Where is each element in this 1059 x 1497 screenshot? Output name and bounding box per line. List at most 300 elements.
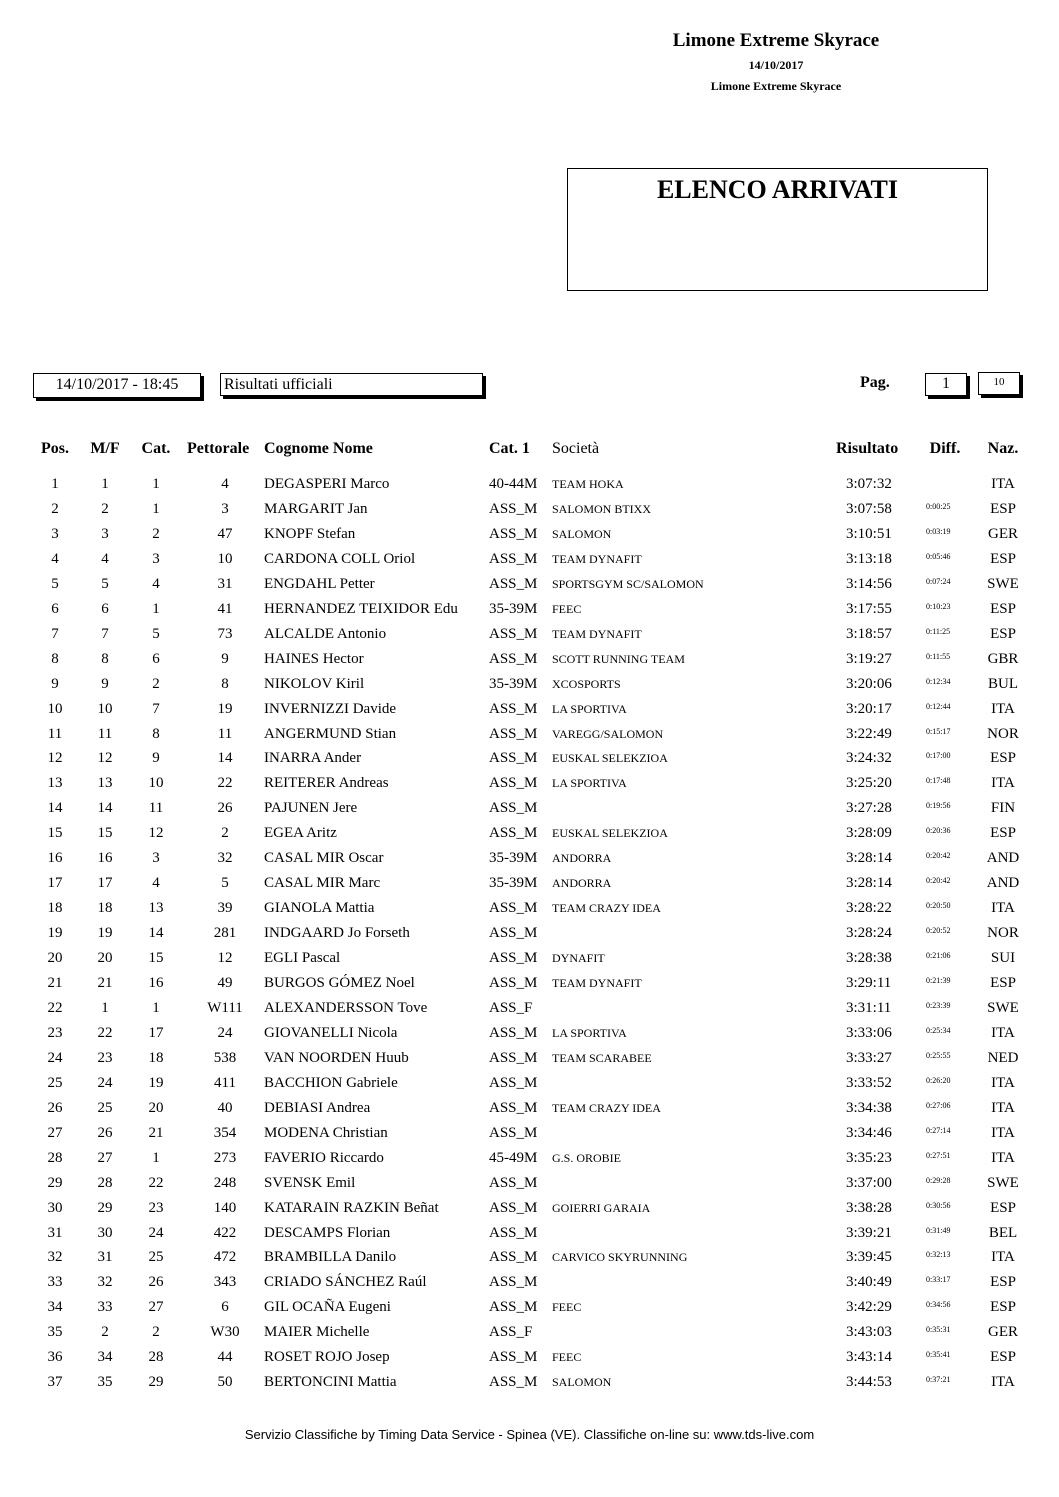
cell-mf: 33 <box>97 1299 113 1316</box>
cell-nat: SUI <box>990 950 1016 967</box>
cell-bib: 2 <box>221 825 229 842</box>
cell-pos: 8 <box>51 650 59 667</box>
table-row <box>0 624 1059 649</box>
table-row <box>0 1048 1059 1073</box>
cell-cat1: ASS_M <box>489 800 538 817</box>
cell-cat1: ASS_M <box>489 500 538 517</box>
cell-nat: BUL <box>988 675 1018 692</box>
cell-cat: 1 <box>152 600 160 617</box>
cell-diff: 0:11:55 <box>926 651 951 661</box>
cell-bib: 39 <box>217 900 233 917</box>
cell-bib: 44 <box>217 1349 233 1366</box>
cell-pos: 26 <box>47 1099 63 1116</box>
cell-diff: 0:20:36 <box>926 826 951 836</box>
cell-bib: 47 <box>217 525 233 542</box>
cell-bib: 4 <box>221 476 229 492</box>
cell-result: 3:07:58 <box>846 500 892 517</box>
table-row <box>0 499 1059 524</box>
cell-diff: 0:34:56 <box>926 1300 951 1310</box>
cell-pos: 36 <box>47 1349 63 1366</box>
cell-pos: 29 <box>47 1174 63 1191</box>
cell-mf: 14 <box>97 800 113 817</box>
cell-cat: 25 <box>148 1249 164 1266</box>
cell-bib: W30 <box>210 1324 240 1341</box>
table-row <box>0 1148 1059 1173</box>
cell-cat: 14 <box>148 925 164 942</box>
cell-name: NIKOLOV Kiril <box>264 675 365 692</box>
cell-result: 3:28:09 <box>846 825 892 842</box>
cell-bib: 41 <box>217 600 233 617</box>
cell-result: 3:28:22 <box>846 900 892 917</box>
cell-pos: 3 <box>51 525 59 542</box>
cell-mf: 27 <box>97 1149 113 1166</box>
cell-result: 3:33:27 <box>846 1049 892 1066</box>
cell-nat: GBR <box>987 650 1019 667</box>
cell-bib: 281 <box>213 925 237 942</box>
cell-cat: 6 <box>152 650 160 667</box>
cell-pos: 2 <box>51 500 59 517</box>
cell-nat: BEL <box>988 1224 1018 1241</box>
cell-pos: 34 <box>47 1299 63 1316</box>
cell-mf: 32 <box>97 1274 113 1291</box>
cell-club: SALOMON <box>552 526 612 541</box>
cell-nat: ITA <box>991 1074 1015 1091</box>
cell-result: 3:27:28 <box>846 800 892 817</box>
cell-name: INDGAARD Jo Forseth <box>264 925 410 942</box>
cell-club: ANDORRA <box>552 851 612 866</box>
cell-result: 3:20:17 <box>846 700 892 717</box>
cell-cat1: ASS_M <box>489 625 538 642</box>
cell-nat: ESP <box>990 1274 1016 1291</box>
table-row <box>0 923 1059 948</box>
cell-mf: 18 <box>97 900 113 917</box>
cell-mf: 24 <box>97 1074 113 1091</box>
cell-name: ENGDAHL Petter <box>264 575 375 592</box>
cell-nat: ESP <box>990 975 1016 991</box>
table-row <box>0 998 1059 1023</box>
cell-bib: 9 <box>221 650 229 667</box>
table-row <box>0 973 1059 998</box>
table-row <box>0 1322 1059 1347</box>
cell-bib: 12 <box>217 950 233 967</box>
cell-cat: 1 <box>152 999 160 1016</box>
cell-club: VAREGG/SALOMON <box>552 726 664 741</box>
table-row <box>0 1223 1059 1248</box>
cell-diff: 0:17:00 <box>926 751 951 761</box>
cell-name: HERNANDEZ TEIXIDOR Edu <box>264 600 458 617</box>
cell-result: 3:20:06 <box>846 675 892 692</box>
header-cat1: Cat. 1 <box>489 440 530 457</box>
cell-club: EUSKAL SELEKZIOA <box>552 826 668 841</box>
cell-cat1: ASS_M <box>489 650 538 667</box>
cell-diff: 0:32:13 <box>926 1250 951 1260</box>
cell-bib: 24 <box>217 1024 233 1041</box>
cell-club: TEAM HOKA <box>552 477 624 491</box>
table-row <box>0 1073 1059 1098</box>
cell-diff: 0:29:28 <box>926 1175 951 1185</box>
cell-name: INARRA Ander <box>264 750 362 767</box>
cell-cat1: 35-39M <box>489 850 538 867</box>
cell-cat: 20 <box>148 1099 164 1116</box>
table-row <box>0 649 1059 674</box>
cell-result: 3:28:24 <box>846 925 892 942</box>
table-row <box>0 1023 1059 1048</box>
cell-bib: 10 <box>217 550 233 567</box>
cell-diff: 0:27:14 <box>926 1125 951 1135</box>
cell-mf: 31 <box>97 1249 113 1266</box>
cell-cat1: 45-49M <box>489 1149 538 1166</box>
table-row <box>0 898 1059 923</box>
cell-result: 3:28:14 <box>846 875 892 892</box>
cell-result: 3:34:46 <box>846 1124 892 1141</box>
table-row <box>0 699 1059 724</box>
cell-name: CASAL MIR Marc <box>264 875 381 892</box>
table-row <box>0 1347 1059 1372</box>
cell-mf: 2 <box>101 1324 109 1341</box>
cell-bib: 40 <box>217 1099 233 1116</box>
cell-diff: 0:25:34 <box>926 1025 951 1035</box>
table-row <box>0 748 1059 773</box>
cell-cat1: ASS_M <box>489 1274 538 1291</box>
cell-pos: 10 <box>47 700 63 717</box>
cell-cat1: 35-39M <box>489 875 538 892</box>
cell-name: FAVERIO Riccardo <box>264 1149 384 1166</box>
cell-bib: 411 <box>214 1074 236 1091</box>
cell-result: 3:33:06 <box>846 1024 892 1041</box>
cell-mf: 20 <box>97 950 113 967</box>
cell-cat: 3 <box>152 550 160 567</box>
cell-pos: 30 <box>47 1199 63 1216</box>
cell-diff: 0:26:20 <box>926 1075 951 1085</box>
cell-club: TEAM SCARABEE <box>552 1050 652 1065</box>
cell-cat1: ASS_M <box>489 900 538 917</box>
cell-name: DEBIASI Andrea <box>264 1099 371 1116</box>
cell-cat1: ASS_M <box>489 700 538 717</box>
table-row <box>0 599 1059 624</box>
cell-mf: 34 <box>97 1349 113 1366</box>
cell-nat: NED <box>987 1049 1019 1066</box>
cell-result: 3:35:23 <box>846 1149 892 1166</box>
cell-nat: ITA <box>991 775 1015 792</box>
cell-mf: 15 <box>97 825 113 842</box>
cell-result: 3:13:18 <box>846 550 892 567</box>
cell-mf: 1 <box>101 476 109 492</box>
cell-pos: 23 <box>47 1024 63 1041</box>
cell-diff: 0:07:24 <box>926 576 951 586</box>
cell-pos: 19 <box>47 925 63 942</box>
cell-cat: 10 <box>148 775 164 792</box>
table-row <box>0 724 1059 749</box>
cell-diff: 0:21:06 <box>926 951 951 961</box>
cell-pos: 20 <box>47 950 63 967</box>
cell-club: LA SPORTIVA <box>552 701 627 716</box>
document-title: ELENCO ARRIVATI <box>656 175 899 204</box>
cell-mf: 3 <box>101 525 109 542</box>
cell-name: ALEXANDERSSON Tove <box>264 999 428 1016</box>
cell-result: 3:43:14 <box>846 1349 892 1366</box>
cell-name: DEGASPERI Marco <box>264 476 390 492</box>
cell-bib: 49 <box>217 975 233 991</box>
table-row <box>0 848 1059 873</box>
cell-cat: 3 <box>152 850 160 867</box>
cell-result: 3:14:56 <box>846 575 892 592</box>
event-date: 14/10/2017 <box>748 58 804 72</box>
cell-nat: SWE <box>987 1174 1019 1191</box>
table-row <box>0 773 1059 798</box>
cell-pos: 11 <box>47 725 63 742</box>
cell-nat: ESP <box>990 825 1016 842</box>
cell-club: TEAM CRAZY IDEA <box>552 901 661 916</box>
cell-cat: 13 <box>148 900 164 917</box>
cell-result: 3:44:53 <box>846 1374 892 1391</box>
cell-cat: 23 <box>148 1199 164 1216</box>
cell-name: BERTONCINI Mattia <box>264 1374 397 1391</box>
cell-result: 3:10:51 <box>846 525 892 542</box>
cell-cat1: ASS_M <box>489 1249 538 1266</box>
cell-club: FEEC <box>552 601 582 616</box>
cell-pos: 4 <box>51 550 59 567</box>
cell-mf: 11 <box>97 725 113 742</box>
cell-name: ALCALDE Antonio <box>264 625 387 642</box>
cell-club: ANDORRA <box>552 876 612 891</box>
cell-diff: 0:27:06 <box>926 1100 951 1110</box>
header-cat: Cat. <box>141 440 171 457</box>
cell-nat: ITA <box>991 476 1015 492</box>
cell-result: 3:24:32 <box>846 750 892 767</box>
cell-cat: 1 <box>152 476 160 492</box>
cell-cat: 15 <box>148 950 164 967</box>
cell-nat: ESP <box>990 500 1016 517</box>
cell-nat: NOR <box>987 925 1019 942</box>
cell-name: INVERNIZZI Davide <box>264 700 397 717</box>
cell-cat1: 35-39M <box>489 675 538 692</box>
cell-mf: 22 <box>97 1024 113 1041</box>
cell-name: REITERER Andreas <box>264 775 389 792</box>
cell-bib: 354 <box>213 1124 237 1141</box>
cell-name: EGEA Aritz <box>264 825 337 842</box>
table-row <box>0 1272 1059 1297</box>
cell-diff: 0:25:55 <box>926 1050 951 1060</box>
cell-mf: 7 <box>101 625 109 642</box>
cell-name: HAINES Hector <box>264 650 364 667</box>
header-club: Società <box>552 440 600 457</box>
cell-cat: 2 <box>152 675 160 692</box>
cell-name: ANGERMUND Stian <box>264 725 397 742</box>
cell-name: CARDONA COLL Oriol <box>264 550 416 567</box>
cell-nat: ESP <box>990 600 1016 617</box>
cell-bib: 50 <box>217 1374 233 1391</box>
cell-cat1: ASS_M <box>489 725 538 742</box>
cell-cat1: ASS_M <box>489 925 538 942</box>
cell-nat: ITA <box>991 1149 1015 1166</box>
cell-diff: 0:21:39 <box>926 976 951 985</box>
cell-mf: 9 <box>101 675 109 692</box>
cell-nat: GER <box>988 525 1018 542</box>
cell-pos: 18 <box>47 900 63 917</box>
cell-bib: 422 <box>213 1224 237 1241</box>
cell-nat: ITA <box>991 900 1015 917</box>
cell-result: 3:39:21 <box>846 1224 892 1241</box>
cell-cat1: ASS_M <box>489 1349 538 1366</box>
cell-mf: 28 <box>97 1174 113 1191</box>
cell-mf: 29 <box>97 1199 113 1216</box>
cell-nat: AND <box>986 850 1020 867</box>
cell-name: BACCHION Gabriele <box>264 1074 398 1091</box>
cell-name: ROSET ROJO Josep <box>264 1349 390 1366</box>
cell-mf: 30 <box>97 1224 113 1241</box>
cell-club: LA SPORTIVA <box>552 1025 627 1040</box>
cell-bib: 6 <box>221 1299 229 1316</box>
cell-result: 3:25:20 <box>846 775 892 792</box>
cell-name: CRIADO SÁNCHEZ Raúl <box>264 1274 427 1291</box>
cell-mf: 21 <box>97 975 113 991</box>
cell-cat: 28 <box>148 1349 164 1366</box>
table-row <box>0 1198 1059 1223</box>
cell-diff: 0:05:46 <box>926 551 951 561</box>
cell-cat1: ASS_M <box>489 1124 538 1141</box>
footer: Servizio Classifiche by Timing Data Service - Spinea (VE). Classifiche on-line su: www.tds-live.com <box>244 1427 815 1442</box>
cell-mf: 2 <box>101 500 109 517</box>
cell-club: GOIERRI GARAIA <box>552 1200 651 1215</box>
cell-name: GIOVANELLI Nicola <box>264 1024 398 1041</box>
cell-name: GIL OCAÑA Eugeni <box>264 1299 391 1316</box>
cell-name: MARGARIT Jan <box>264 500 368 517</box>
cell-result: 3:39:45 <box>846 1249 892 1266</box>
cell-pos: 5 <box>51 575 59 592</box>
cell-club: TEAM CRAZY IDEA <box>552 1100 661 1115</box>
cell-nat: SWE <box>987 999 1019 1016</box>
table-row <box>0 1173 1059 1198</box>
cell-cat: 2 <box>152 1324 160 1341</box>
page-total: 10 <box>978 372 1020 395</box>
cell-result: 3:17:55 <box>846 600 892 617</box>
cell-club: TEAM DYNAFIT <box>552 976 642 990</box>
cell-club: SPORTSGYM SC/SALOMON <box>552 576 704 591</box>
cell-pos: 13 <box>47 775 63 792</box>
cell-cat: 27 <box>148 1299 164 1316</box>
cell-diff: 0:10:23 <box>926 601 951 611</box>
cell-pos: 27 <box>47 1124 63 1141</box>
cell-pos: 9 <box>51 675 59 692</box>
cell-bib: 3 <box>221 500 229 517</box>
cell-result: 3:28:14 <box>846 850 892 867</box>
cell-cat1: ASS_M <box>489 1024 538 1041</box>
cell-club: SALOMON <box>552 1375 612 1390</box>
cell-cat1: ASS_M <box>489 1074 538 1091</box>
cell-bib: 273 <box>213 1149 237 1166</box>
cell-pos: 15 <box>47 825 63 842</box>
table-row <box>0 1247 1059 1272</box>
cell-cat: 8 <box>152 725 160 742</box>
cell-cat: 16 <box>148 975 164 991</box>
cell-nat: NOR <box>987 725 1019 742</box>
cell-nat: ESP <box>990 1299 1016 1316</box>
cell-name: PAJUNEN Jere <box>264 800 358 817</box>
cell-nat: ITA <box>991 1099 1015 1116</box>
cell-nat: ITA <box>991 700 1015 717</box>
cell-result: 3:37:00 <box>846 1174 892 1191</box>
cell-bib: 8 <box>221 675 229 692</box>
cell-nat: SWE <box>987 575 1019 592</box>
cell-bib: 343 <box>213 1274 237 1291</box>
cell-cat: 12 <box>148 825 164 842</box>
cell-name: VAN NOORDEN Huub <box>264 1049 409 1066</box>
cell-bib: 472 <box>213 1249 237 1266</box>
cell-result: 3:42:29 <box>846 1299 892 1316</box>
cell-nat: ITA <box>991 1124 1015 1141</box>
cell-cat: 4 <box>152 875 160 892</box>
cell-diff: 0:20:42 <box>926 876 951 886</box>
cell-mf: 1 <box>101 999 109 1016</box>
cell-pos: 24 <box>47 1049 63 1066</box>
cell-diff: 0:20:50 <box>926 901 951 911</box>
cell-club: SALOMON BTIXX <box>552 501 651 516</box>
cell-diff: 0:17:48 <box>926 776 951 786</box>
cell-cat: 26 <box>148 1274 164 1291</box>
cell-club: EUSKAL SELEKZIOA <box>552 751 668 766</box>
cell-result: 3:29:11 <box>846 975 892 991</box>
cell-nat: GER <box>988 1324 1018 1341</box>
cell-pos: 12 <box>47 750 63 767</box>
cell-mf: 26 <box>97 1124 113 1141</box>
cell-result: 3:19:27 <box>846 650 892 667</box>
cell-pos: 32 <box>47 1249 63 1266</box>
cell-club: FEEC <box>552 1300 582 1315</box>
cell-cat: 2 <box>152 525 160 542</box>
header-mf: M/F <box>90 440 120 457</box>
event-subtitle: Limone Extreme Skyrace <box>710 79 842 93</box>
cell-name: MAIER Michelle <box>264 1324 370 1341</box>
cell-mf: 12 <box>97 750 113 767</box>
table-row <box>0 798 1059 823</box>
cell-result: 3:34:38 <box>846 1099 892 1116</box>
cell-pos: 31 <box>47 1224 63 1241</box>
cell-club: SCOTT RUNNING TEAM <box>552 651 685 666</box>
cell-cat1: ASS_M <box>489 1174 538 1191</box>
title-box <box>567 168 988 291</box>
cell-pos: 17 <box>47 875 63 892</box>
table-row <box>0 1123 1059 1148</box>
cell-mf: 8 <box>101 650 109 667</box>
header-pos: Pos. <box>41 440 69 457</box>
cell-cat: 19 <box>148 1074 164 1091</box>
cell-diff: 0:20:52 <box>926 926 951 936</box>
cell-cat: 9 <box>152 750 160 767</box>
cell-nat: ITA <box>991 1374 1015 1391</box>
cell-name: CASAL MIR Oscar <box>264 850 384 867</box>
cell-mf: 23 <box>97 1049 113 1066</box>
header-name: Cognome Nome <box>264 440 373 457</box>
cell-cat1: ASS_M <box>489 1374 538 1391</box>
cell-bib: 5 <box>221 875 229 892</box>
cell-diff: 0:30:56 <box>926 1200 951 1210</box>
cell-mf: 19 <box>97 925 113 942</box>
cell-cat: 21 <box>148 1124 164 1141</box>
cell-diff: 0:00:25 <box>926 501 951 511</box>
cell-club: XCOSPORTS <box>552 676 621 691</box>
cell-cat: 5 <box>152 625 160 642</box>
cell-diff: 0:12:44 <box>926 701 951 711</box>
cell-name: MODENA Christian <box>264 1124 388 1141</box>
cell-cat1: ASS_F <box>489 999 533 1016</box>
cell-result: 3:38:28 <box>846 1199 892 1216</box>
cell-cat: 11 <box>148 800 164 817</box>
table-row <box>0 873 1059 898</box>
cell-bib: 32 <box>217 850 233 867</box>
cell-name: KATARAIN RAZKIN Beñat <box>264 1199 439 1216</box>
cell-cat: 7 <box>152 700 160 717</box>
cell-pos: 35 <box>47 1324 63 1341</box>
